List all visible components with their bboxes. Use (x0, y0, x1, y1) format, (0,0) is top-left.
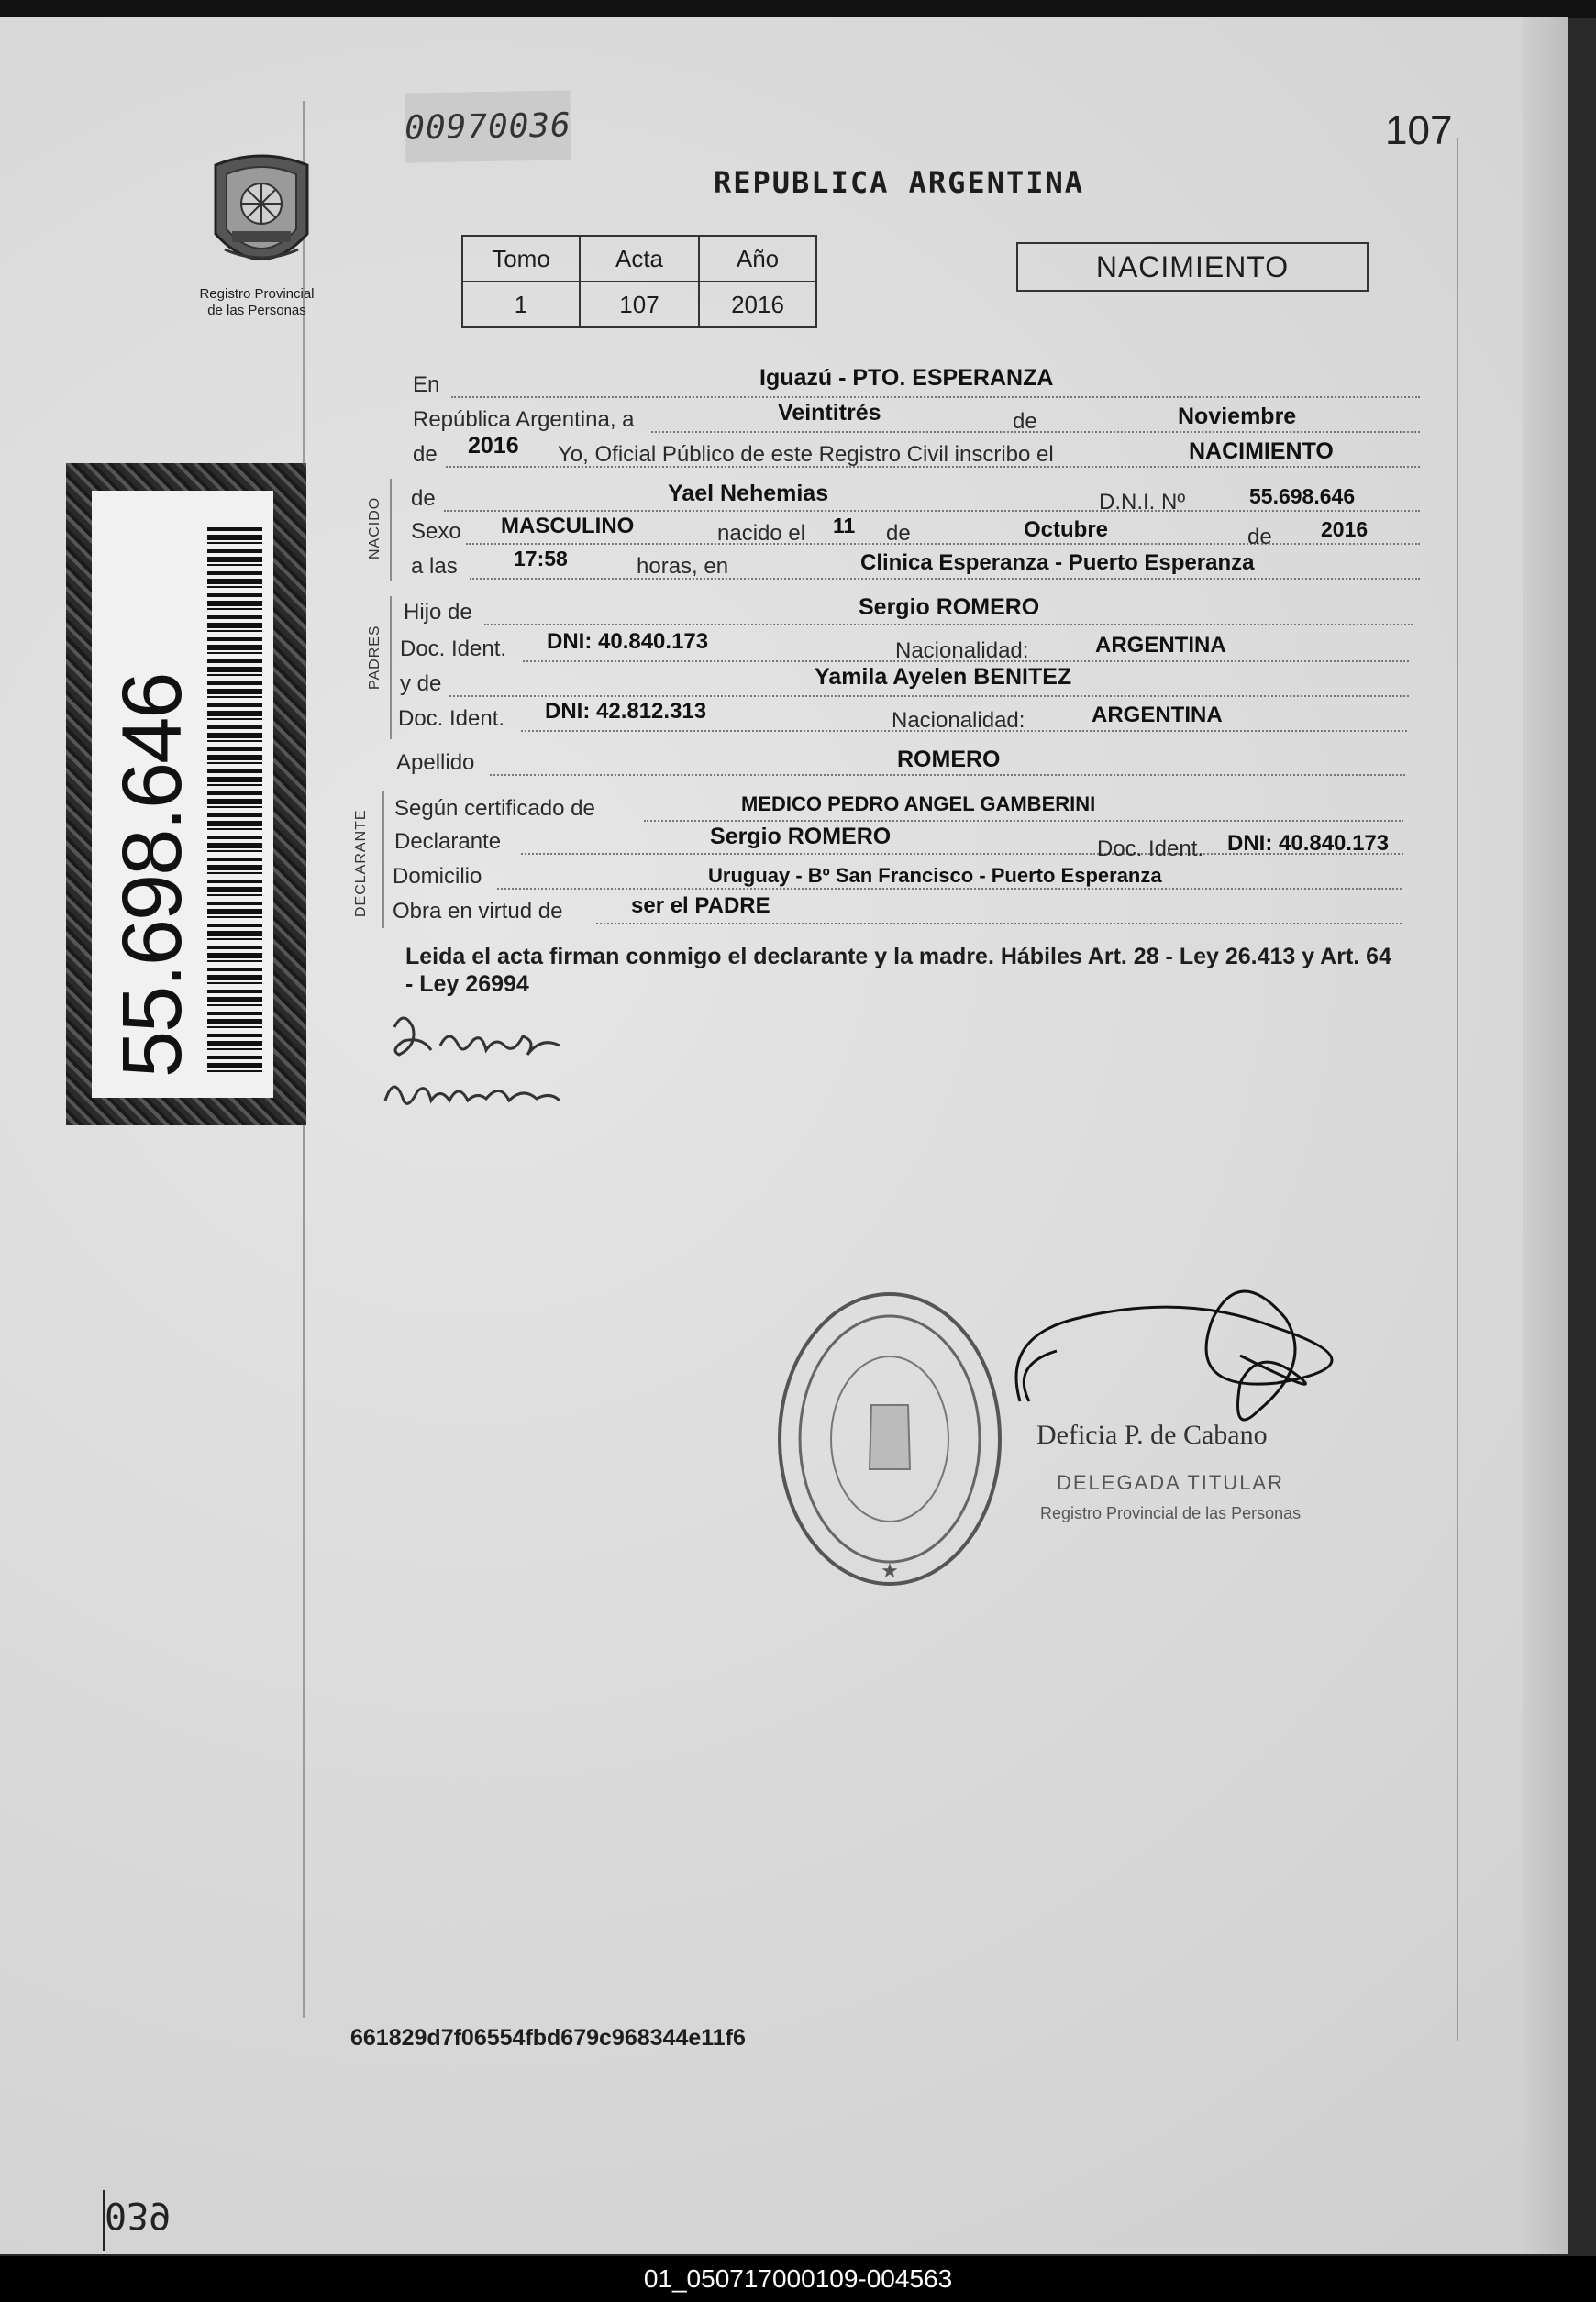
row-certificado (394, 789, 1403, 824)
row-domicilio (393, 858, 1402, 893)
value-padre: Sergio ROMERO (859, 594, 1040, 620)
provincial-emblem-icon (197, 147, 326, 284)
top-edge-strip (0, 0, 1596, 18)
value-lugar-nacimiento: Clinica Esperanza - Puerto Esperanza (860, 550, 1255, 575)
label-doc-madre: Doc. Ident. (398, 706, 505, 731)
registry-caption-line1: Registro Provincial (199, 286, 315, 302)
value-apellido: ROMERO (897, 747, 1001, 772)
table-value-anio: 2016 (699, 282, 816, 327)
dotted-line (490, 774, 1405, 776)
section-label-declarante: DECLARANTE (353, 809, 369, 917)
control-number-stamp: 00970036 (405, 90, 571, 162)
officer-title: DELEGADA TITULAR (1057, 1471, 1284, 1494)
document-hash: 661829d7f06554fbd679c968344e11f6 (350, 2025, 746, 2051)
table-header-anio: Año (699, 236, 816, 282)
value-hora: 17:58 (514, 547, 568, 570)
form-right-rule (1457, 138, 1458, 2041)
row-nombre (411, 481, 1420, 515)
dotted-line (449, 695, 1409, 697)
dotted-line (451, 396, 1420, 398)
section-rule-nacido (390, 479, 392, 581)
dotted-line (644, 820, 1403, 822)
value-dni: 55.698.646 (1249, 484, 1356, 508)
section-rule-declarante (382, 791, 384, 928)
page-number: 107 (1385, 108, 1453, 153)
registry-caption (174, 286, 339, 319)
label-domicilio: Domicilio (393, 864, 482, 889)
value-padre-nacionalidad: ARGENTINA (1095, 633, 1226, 658)
label-nacionalidad-madre: Nacionalidad: (892, 708, 1025, 733)
bottom-page-number: 039 (105, 2194, 172, 2236)
row-sexo (411, 514, 1420, 548)
value-dia-inscripcion: Veintitrés (778, 400, 881, 426)
record-table-header-row (462, 236, 816, 282)
value-acto: NACIMIENTO (1189, 438, 1334, 464)
row-en (411, 363, 1420, 398)
record-reference-table (461, 235, 817, 328)
label-declarante: Declarante (394, 829, 502, 854)
barcode-bars-icon (207, 527, 262, 1078)
value-sexo: MASCULINO (501, 514, 635, 538)
row-inscripcion (411, 433, 1420, 468)
value-padre-doc: DNI: 40.840.173 (547, 629, 709, 654)
value-certificado: MEDICO PEDRO ANGEL GAMBERINI (741, 792, 1096, 815)
table-value-tomo: 1 (462, 282, 580, 327)
row-padre (404, 592, 1413, 627)
scan-footer (0, 2256, 1596, 2302)
value-anio-inscripcion: 2016 (468, 433, 519, 459)
value-declarante-doc: DNI: 40.840.173 (1227, 831, 1390, 856)
svg-text:★: ★ (881, 1560, 899, 1583)
value-dia-nacimiento: 11 (833, 514, 856, 537)
label-apellido: Apellido (396, 750, 475, 775)
label-segun-certificado: Según certificado de (394, 796, 595, 821)
row-republica (411, 400, 1420, 435)
label-de-mes: de (886, 521, 911, 546)
table-value-acta: 107 (580, 282, 699, 327)
label-horas-en: horas, en (637, 554, 729, 579)
legal-note: Leida el acta firman conmigo el declarante y la madre. Hábiles Art. 28 - Ley 26.413 y Art. 64 - Ley 26994 (405, 944, 1391, 997)
document-page (0, 17, 1567, 2254)
official-seal-icon (772, 1286, 1007, 1592)
barcode-label-area (92, 491, 273, 1098)
value-mes-nacimiento: Octubre (1024, 517, 1109, 542)
value-declarante: Sergio ROMERO (710, 824, 892, 849)
label-yo-oficial: Yo, Oficial Público de este Registro Civil inscribo el (558, 442, 1054, 467)
dotted-line (497, 888, 1402, 890)
label-de-nombre: de (411, 486, 436, 511)
label-de-anio-nac: de (1247, 525, 1272, 549)
handwritten-signatures-icon (376, 1000, 615, 1128)
value-obra-virtud: ser el PADRE (631, 893, 770, 918)
dotted-line (444, 510, 1420, 512)
label-y-de: y de (400, 671, 442, 696)
label-a-las: a las (411, 554, 458, 579)
row-hora (411, 547, 1420, 581)
label-sexo: Sexo (411, 519, 461, 544)
dotted-line (470, 578, 1420, 580)
dotted-line (484, 624, 1413, 625)
label-nacido-el: nacido el (717, 521, 806, 546)
value-lugar: Iguazú - PTO. ESPERANZA (759, 365, 1054, 391)
scan-footer-id: 01_050717000109-004563 (643, 2264, 953, 2293)
dotted-line (596, 923, 1402, 924)
value-mes-inscripcion: Noviembre (1178, 404, 1297, 429)
row-madre-doc (398, 699, 1407, 734)
value-madre: Yamila Ayelen BENITEZ (815, 664, 1072, 690)
section-rule-padres (390, 596, 392, 739)
section-label-nacido: NACIDO (367, 496, 382, 559)
value-anio-nacimiento: 2016 (1321, 517, 1369, 541)
label-dni: D.N.I. Nº (1099, 490, 1186, 515)
document-title: REPUBLICA ARGENTINA (713, 165, 1085, 200)
record-kind-box: NACIMIENTO (1016, 242, 1369, 292)
section-label-padres: PADRES (367, 625, 382, 690)
registry-caption-line2: de las Personas (207, 303, 306, 318)
value-domicilio: Uruguay - Bº San Francisco - Puerto Esperanza (708, 864, 1162, 887)
label-republica: República Argentina, a (413, 407, 635, 432)
value-nombre: Yael Nehemias (668, 481, 829, 506)
value-madre-doc: DNI: 42.812.313 (545, 699, 707, 724)
label-de: de (1013, 409, 1037, 434)
barcode-sticker (66, 463, 306, 1125)
row-declarante (394, 824, 1403, 861)
dotted-line (466, 543, 1420, 545)
label-en: En (413, 372, 440, 397)
label-obra-virtud: Obra en virtud de (393, 899, 563, 924)
label-de-anio: de (413, 442, 438, 467)
page-edge-shadow (1523, 17, 1568, 2254)
officer-office: Registro Provincial de las Personas (1040, 1504, 1302, 1522)
label-hijo-de: Hijo de (404, 600, 472, 625)
table-header-acta: Acta (580, 236, 699, 282)
row-obra-virtud (393, 893, 1402, 928)
row-padre-doc (400, 629, 1409, 664)
label-doc-declarante: Doc. Ident. (1097, 836, 1204, 861)
value-madre-nacionalidad: ARGENTINA (1092, 703, 1223, 727)
row-apellido (396, 743, 1405, 778)
record-table-value-row (462, 282, 816, 327)
officer-name: Deficia P. de Cabano (1036, 1420, 1268, 1450)
table-header-tomo: Tomo (462, 236, 580, 282)
label-doc-padre: Doc. Ident. (400, 636, 507, 661)
row-madre (400, 664, 1409, 699)
label-nacionalidad-padre: Nacionalidad: (895, 638, 1029, 663)
barcode-number: 55.698.646 (105, 673, 199, 1078)
